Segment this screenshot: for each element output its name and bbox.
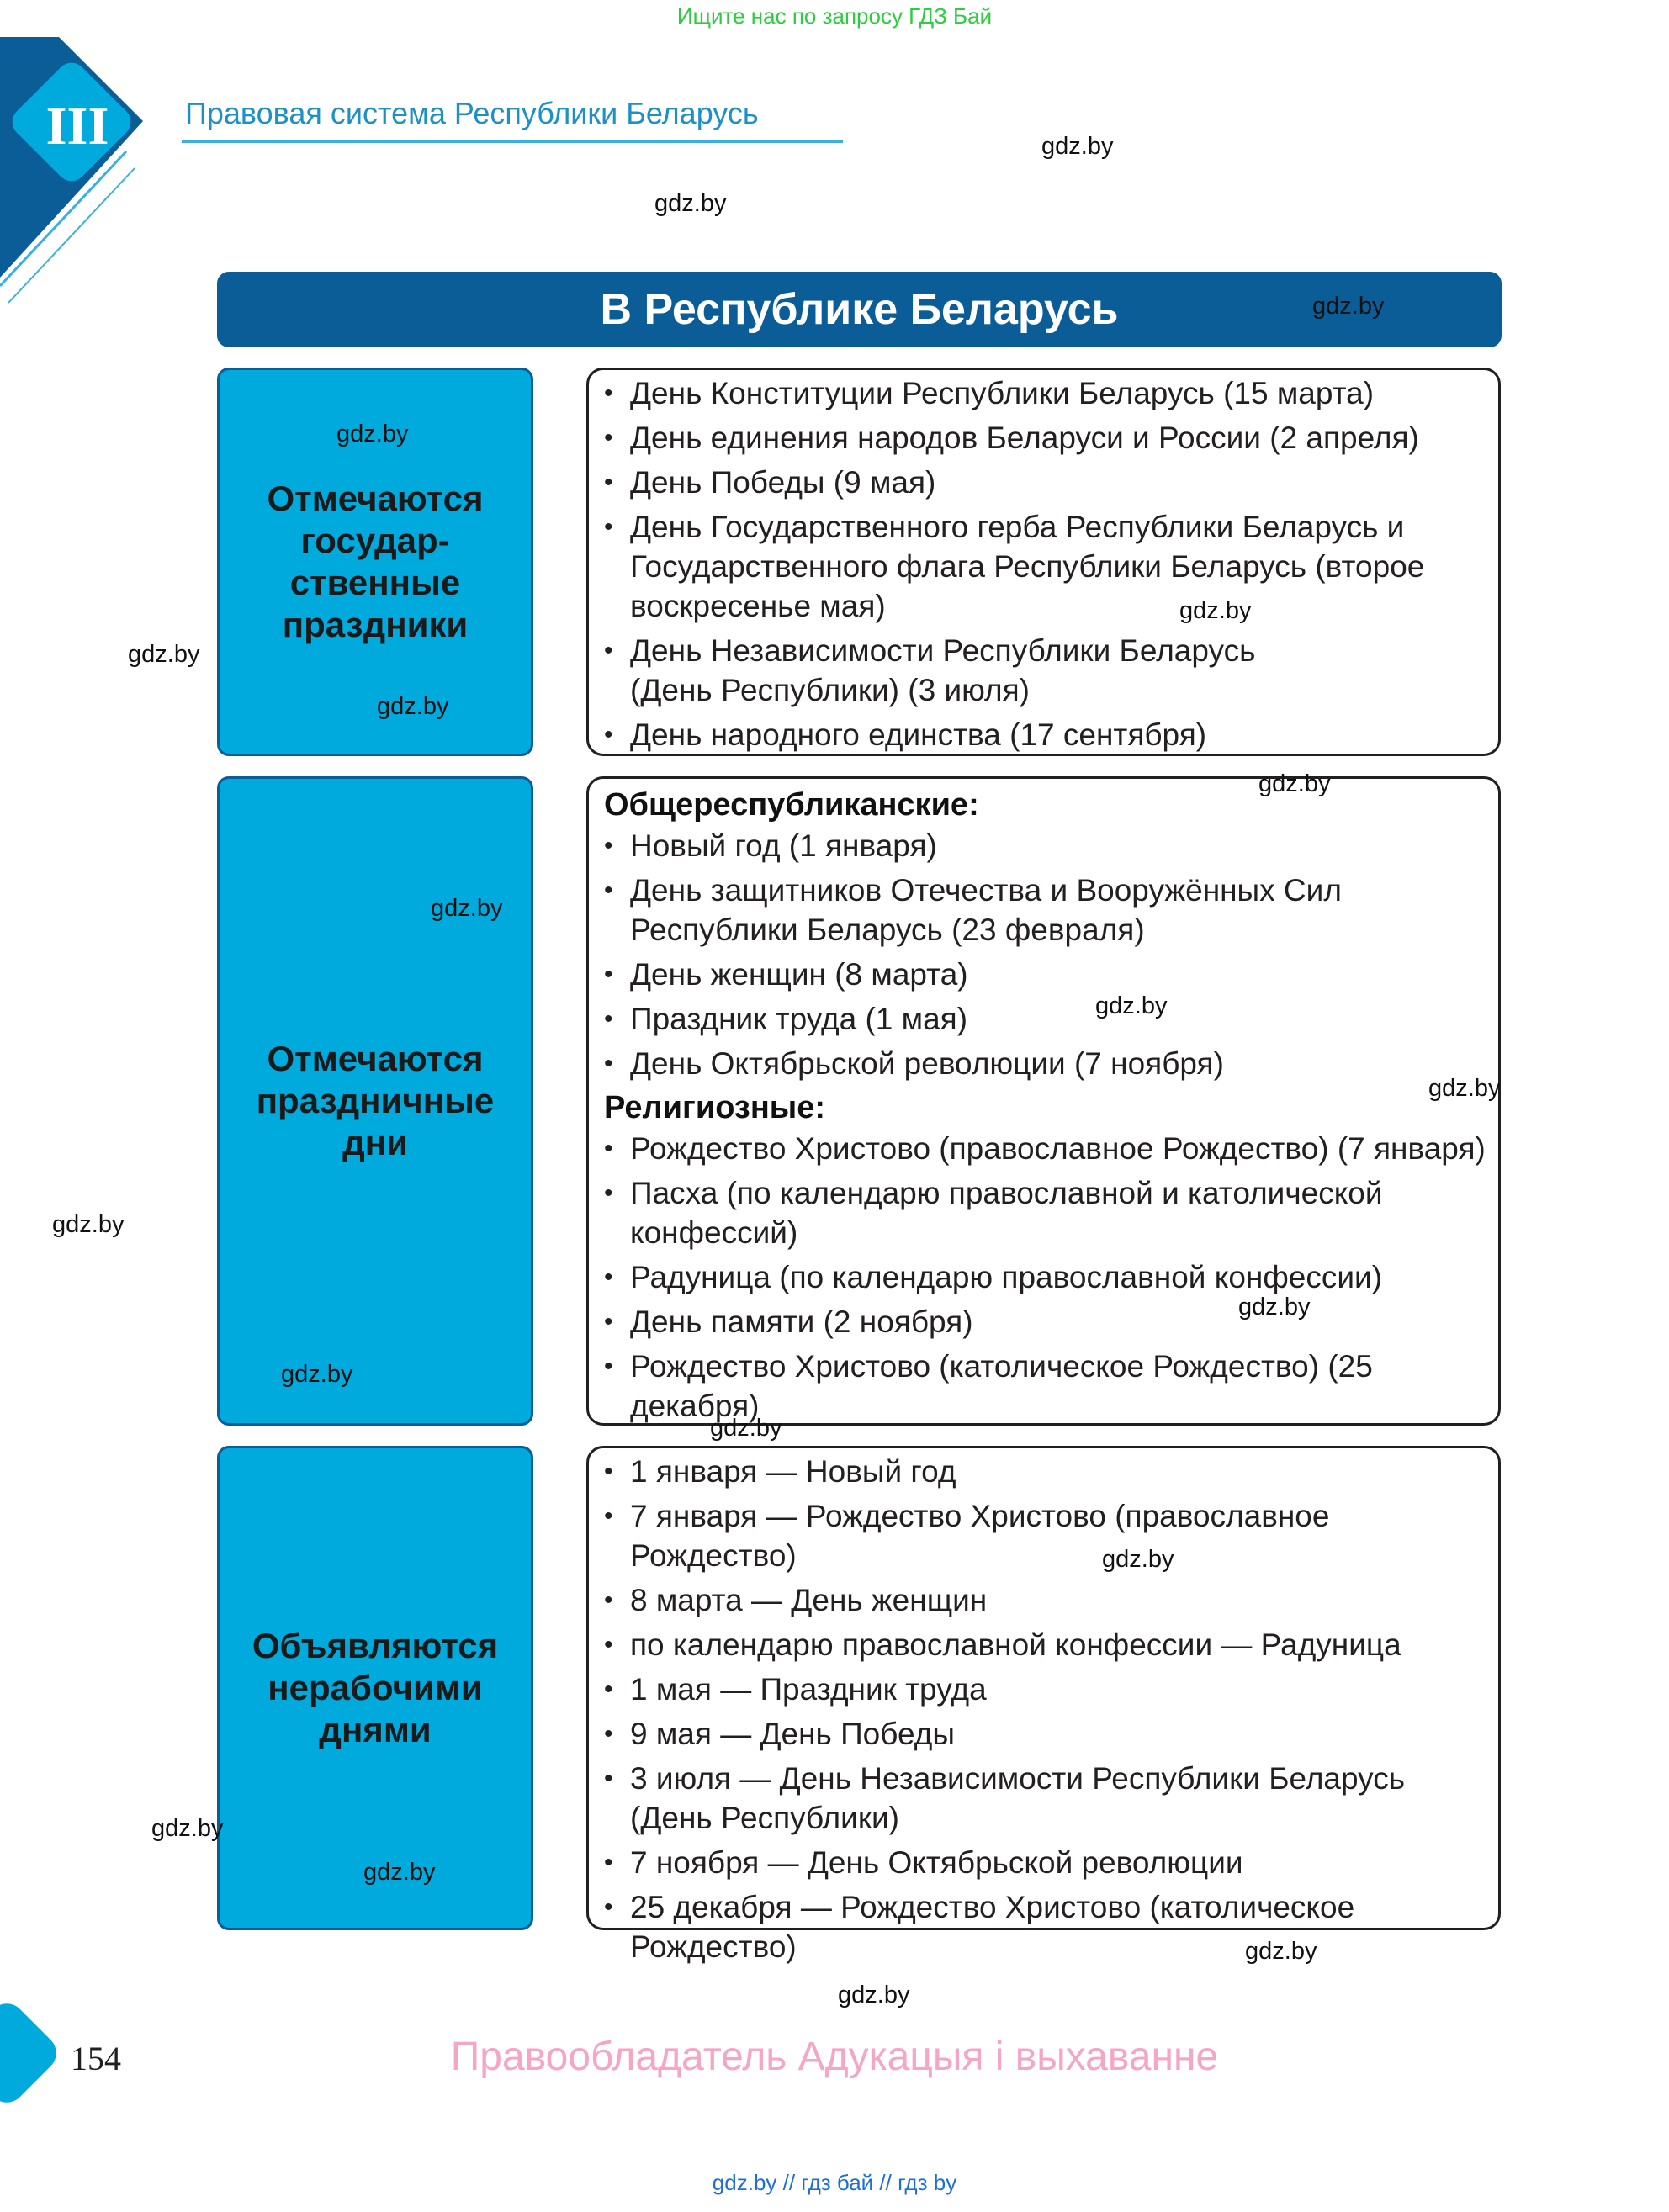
watermark: gdz.by [710,1415,782,1442]
watermark: gdz.by [431,895,503,922]
list-item: • День памяти (2 ноября) [589,1302,1498,1341]
watermark: gdz.by [1102,1546,1174,1573]
watermark: gdz.by [1258,770,1331,797]
list-item: • по календарю православной конфессии — Радуница [589,1625,1498,1664]
watermark: gdz.by [363,1859,436,1886]
copyright: Правообладатель Адукацыя і выхаванне [450,2035,1219,2079]
list-item: • 1 мая — Праздник труда [589,1670,1498,1709]
list-item: • День Конституции Республики Беларусь (15 марта) [589,373,1498,413]
category-label: Отмечаются праздничные дни [256,1039,495,1162]
list-item: • 7 января — Рождество Христово (православное Рождество) [589,1496,1498,1575]
watermark: gdz.by [52,1211,125,1238]
watermark: gdz.by [1179,597,1252,624]
list-item: • 25 декабря — Рождество Христово (католическое Рождество) [589,1887,1438,1966]
list-item: • День Победы (9 мая) [589,463,1498,502]
watermark: gdz.by [151,1815,224,1842]
watermark: gdz.by [654,190,727,217]
header-title: В Республике Беларусь [600,285,1119,334]
watermark: gdz.by [128,641,200,668]
watermark: gdz.by [1238,1294,1311,1320]
watermark: gdz.by [1095,992,1168,1019]
group-heading: Религиозные: [604,1090,826,1125]
list-item: • 7 ноября — День Октябрьской революции [589,1843,1498,1882]
watermark: gdz.by [1245,1938,1317,1965]
chapter-number: III [45,96,109,156]
list-item: • День защитников Отечества и Вооружённых Сил Республики Беларусь (23 февраля) [589,871,1421,950]
chapter-title: Правовая система Республики Беларусь [185,96,759,130]
top-banner: Ищите нас по запросу ГДЗ Бай [676,3,993,29]
watermark: gdz.by [1428,1075,1501,1102]
watermark: gdz.by [377,693,449,720]
list-item: • День женщин (8 марта) [589,955,1498,994]
list-item: • День Независимости Республики Беларусь (День Республики) (3 июля) [589,631,1320,710]
watermark: gdz.by [336,421,409,447]
list-state-holidays [586,368,1501,756]
category-label: Объявляются нерабочими днями [252,1626,499,1749]
list-item: • 9 мая — День Победы [589,1714,1498,1754]
watermark: gdz.by [1312,293,1385,320]
list-item: • 1 января — Новый год [589,1452,1498,1491]
list-item: • Рождество Христово (католическое Рождество) (25 декабря) [589,1347,1387,1426]
list-item: • День единения народов Беларуси и России (2 апреля) [589,418,1498,458]
list-festive-days [586,776,1501,1426]
list-item: • Пасха (по календарю православной и католической конфессий) [589,1173,1438,1252]
list-item: • 8 марта — День женщин [589,1580,1498,1620]
category-non-working-days [217,1446,533,1930]
page-number: 154 [71,2040,121,2077]
list-item: • День народного единства (17 сентября) [589,715,1498,754]
chapter-underline [182,140,843,143]
list-item: • Новый год (1 января) [589,826,1498,865]
watermark: gdz.by [281,1361,353,1388]
list-item: • День Государственного герба Республики Беларусь и Государственного флага Республики Беларусь (второе воскресенье мая) [589,507,1438,626]
list-item: • Радуница (по календарю православной конфессии) [589,1257,1498,1297]
category-festive-days [217,776,533,1426]
list-item: • 3 июля — День Независимости Республики Беларусь (День Республики) [589,1759,1480,1838]
watermark: gdz.by [838,1982,910,2008]
list-item: • День Октябрьской революции (7 ноября) [589,1044,1498,1083]
footer-links: gdz.by // гдз бай // гдз by [712,2170,957,2195]
category-label: Отмечаются государ-ственные праздники [267,479,484,644]
group-heading: Общереспубликанские: [604,787,979,823]
list-item: • Рождество Христово (православное Рождество) (7 января) [589,1129,1498,1168]
watermark: gdz.by [1041,133,1114,160]
list-item: • Праздник труда (1 мая) [589,999,1498,1039]
